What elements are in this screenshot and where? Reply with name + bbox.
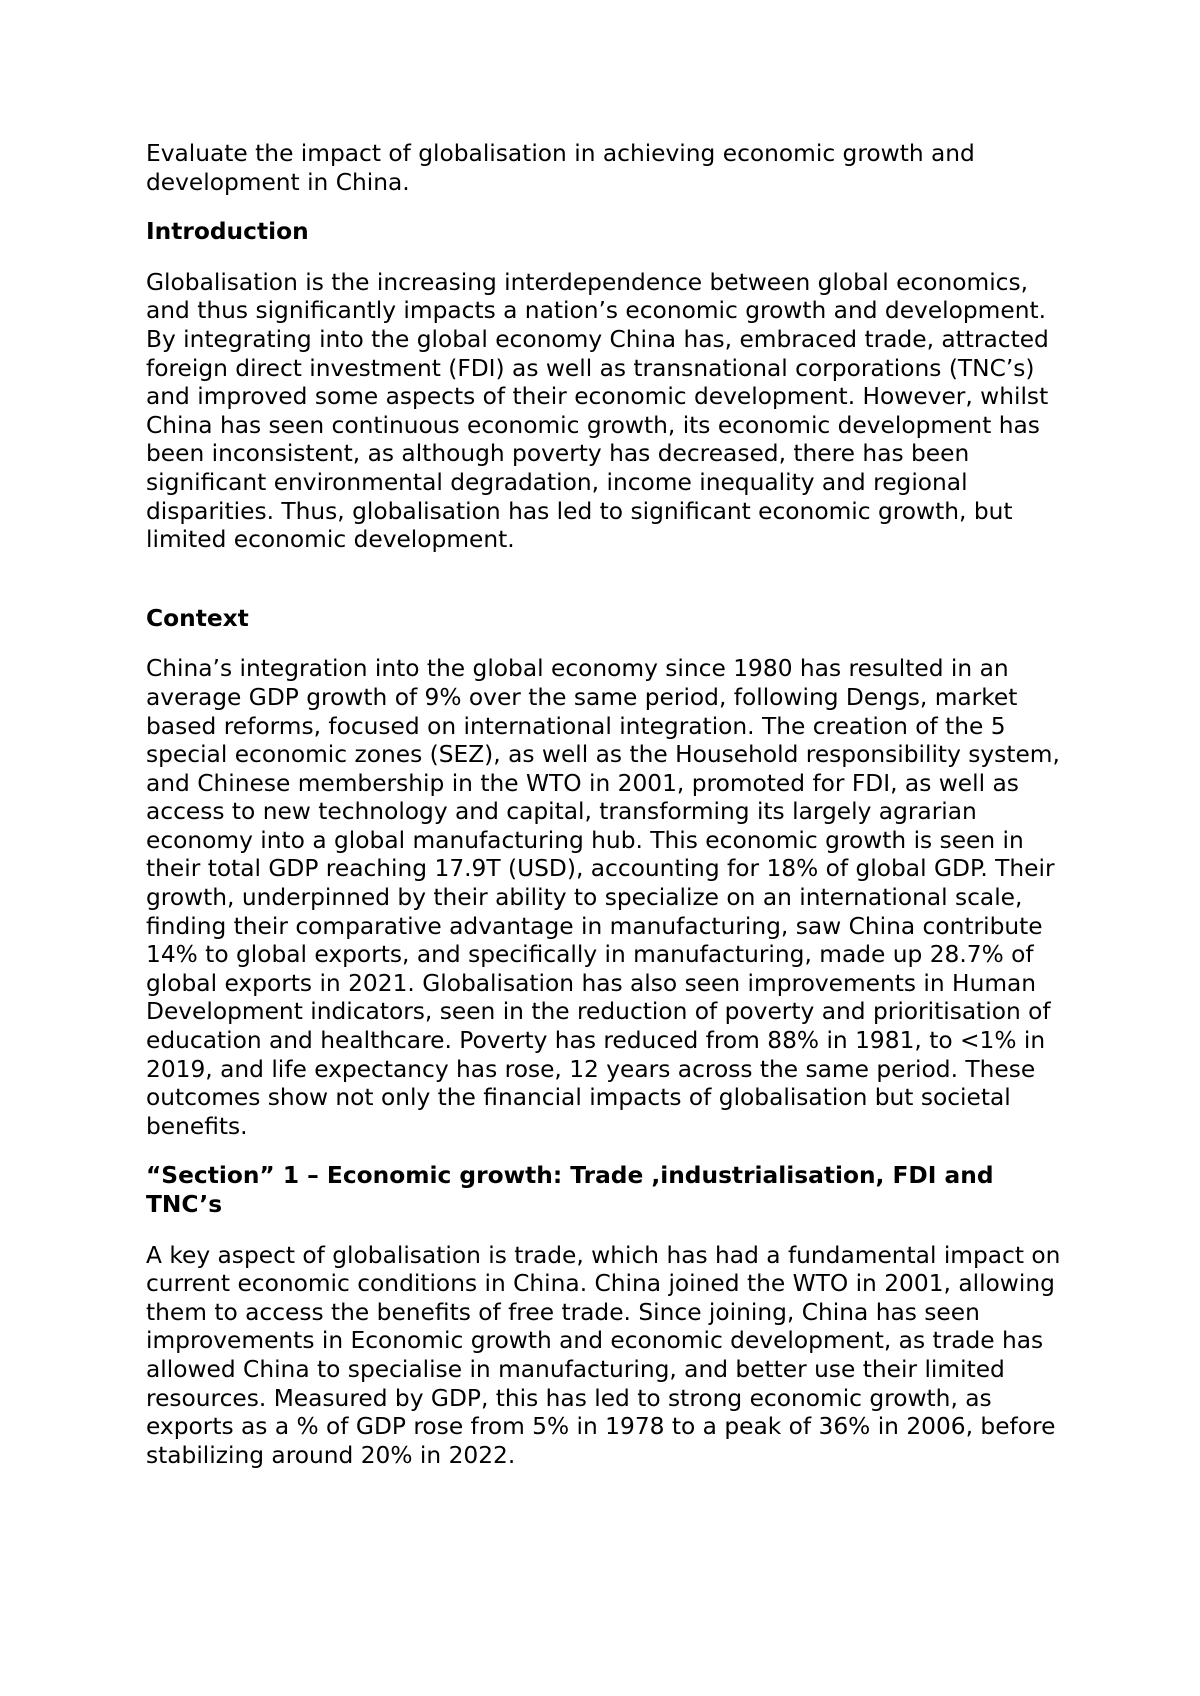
document-body	[146, 140, 1076, 1491]
context-heading: Context	[146, 604, 249, 632]
context-paragraph: China’s integration into the global economy since 1980 has resulted in an average GDP growth of 9% over the same period, following Dengs, market based reforms, focused on international integration. The creation of the 5 special economic zones (SEZ), as well as the Household responsibility system, and Chinese membership in the WTO in 2001, promoted for FDI, as well as access to new technology and capital, transforming its largely agrarian economy into a global manufacturing hub. This economic growth is seen in their total GDP reaching 17.9T (USD), accounting for 18% of global GDP. Their growth, underpinned by their ability to specialize on an international scale, finding their comparative advantage in manufacturing, saw China contribute 14% to global exports, and specifically in manufacturing, made up 28.7% of global exports in 2021. Globalisation has also seen improvements in Human Development indicators, seen in the reduction of poverty and prioritisation of education and healthcare. Poverty has reduced from 88% in 1981, to <1% in 2019, and life expectancy has rose, 12 years across the same period. These outcomes show not only the financial impacts of globalisation but societal benefits.	[146, 655, 1060, 1140]
introduction-heading: Introduction	[146, 218, 309, 246]
essay-question: Evaluate the impact of globalisation in achieving economic growth and development in China.	[146, 140, 975, 196]
section-1-heading: “Section” 1 – Economic growth: Trade ,industrialisation, FDI and TNC’s	[146, 1162, 994, 1218]
introduction-paragraph: Globalisation is the increasing interdependence between global economics, and thus significantly impacts a nation’s economic growth and development. By integrating into the global economy China has, embraced trade, attracted foreign direct investment (FDI) as well as transnational corporations (TNC’s) and improved some aspects of their economic development. However, whilst China has seen continuous economic growth, its economic development has been inconsistent, as although poverty has decreased, there has been significant environmental degradation, income inequality and regional disparities. Thus, globalisation has led to significant economic growth, but limited economic development.	[146, 268, 1049, 554]
section-1-paragraph: A key aspect of globalisation is trade, which has had a fundamental impact on current economic conditions in China. China joined the WTO in 2001, allowing them to access the benefits of free trade. Since joining, China has seen improvements in Economic growth and economic development, as trade has allowed China to specialise in manufacturing, and better use their limited resources. Measured by GDP, this has led to strong economic growth, as exports as a % of GDP rose from 5% in 1978 to a peak of 36% in 2006, before stabilizing around 20% in 2022.	[146, 1241, 1061, 1469]
